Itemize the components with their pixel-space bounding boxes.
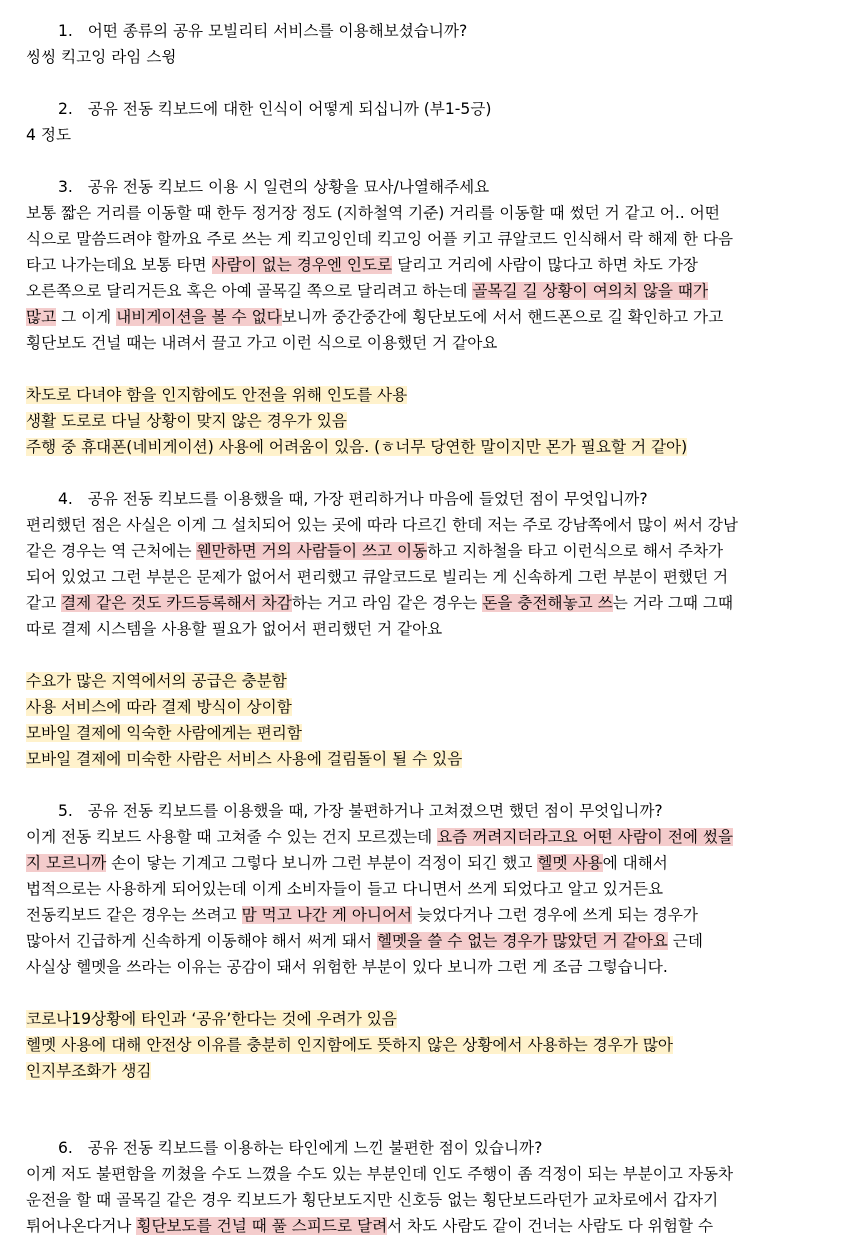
highlight-yellow: 모바일 결제에 익숙한 사람에게는 편리함 (26, 724, 302, 742)
answer-6-line-1: 이게 저도 불편함을 끼쳤을 수도 느꼈을 수도 있는 부분인데 인도 주행이 좀 걱정이 되는 부분이고 자동차 (26, 1165, 734, 1183)
text: 에 대해서 (602, 854, 668, 872)
insight-5-3 (26, 1059, 151, 1083)
text: 근데 (667, 932, 703, 950)
question-6: 6. 공유 전동 킥보드를 이용하는 타인에게 느낀 불편한 점이 있습니까? (58, 1139, 543, 1157)
text: 오른쪽으로 달리거든요 혹은 아예 골목길 쪽으로 달리려고 하는데 (26, 282, 473, 300)
insight-3-1 (26, 383, 407, 407)
answer-3-line-6: 횡단보도 건널 때는 내려서 끌고 가고 이런 식으로 이용했던 거 같아요 (26, 334, 498, 352)
answer-3-line-2: 식으로 말씀드려야 할까요 주로 쓰는 게 킥고잉인데 킥고잉 어플 키고 큐알코드 인식해서 락 해제 한 다음 (26, 230, 734, 248)
highlight-yellow: 인지부조화가 생김 (26, 1062, 152, 1080)
text: 서 차도 사람도 같이 건너는 사람도 다 위험할 수 (387, 1217, 714, 1235)
text: 달리고 거리에 사람이 많다고 하면 차도 가장 (392, 256, 698, 274)
text: 는 거라 그때 그때 (612, 594, 734, 612)
highlight-pink: 사람이 없는 경우엔 인도로 (211, 256, 393, 274)
answer-6-line-3 (26, 1214, 713, 1238)
highlight-yellow: 차도로 다녀야 함을 인지함에도 안전을 위해 인도를 사용 (26, 386, 408, 404)
highlight-pink: 내비게이션을 볼 수 없다 (116, 308, 282, 326)
highlight-yellow: 생활 도로로 다닐 상황이 맞지 않은 경우가 있음 (26, 412, 347, 430)
answer-3-line-4 (26, 279, 708, 303)
text: 같고 (26, 594, 62, 612)
highlight-pink: 헬멧을 쓸 수 없는 경우가 많았던 거 같아요 (377, 932, 668, 950)
insight-5-1 (26, 1007, 397, 1031)
answer-2: 4 정도 (26, 126, 72, 144)
insight-4-3 (26, 721, 302, 745)
answer-5-line-5 (26, 929, 703, 953)
highlight-yellow: 수요가 많은 지역에서의 공급은 충분함 (26, 672, 287, 690)
answer-3-line-5 (26, 305, 723, 329)
highlight-pink: 돈을 충전해놓고 쓰 (482, 594, 613, 612)
text: 손이 닿는 기계고 그렇다 보니까 그런 부분이 걱정이 되긴 했고 (106, 854, 538, 872)
text: 튀어나온다거나 (26, 1217, 137, 1235)
question-3: 3. 공유 전동 킥보드 이용 시 일련의 상황을 묘사/나열해주세요 (58, 178, 490, 196)
insight-4-1 (26, 669, 287, 693)
highlight-pink: 웬만하면 거의 사람들이 쓰고 이동 (196, 542, 428, 560)
question-2: 2. 공유 전동 킥보드에 대한 인식이 어떻게 되십니까 (부1-5긍) (58, 100, 492, 118)
text: 많아서 긴급하게 신속하게 이동해야 해서 써게 돼서 (26, 932, 378, 950)
highlight-yellow: 사용 서비스에 따라 결제 방식이 상이함 (26, 698, 292, 716)
text: 같은 경우는 역 근처에는 (26, 542, 197, 560)
insight-3-2 (26, 409, 347, 433)
answer-4-line-4 (26, 591, 733, 615)
highlight-pink: 지 모르니까 (26, 854, 107, 872)
highlight-pink: 맘 먹고 나간 게 아니어서 (241, 906, 413, 924)
answer-5-line-2 (26, 851, 668, 875)
answer-1: 씽씽 킥고잉 라임 스윙 (26, 48, 177, 66)
answer-3-line-3 (26, 253, 698, 277)
highlight-yellow: 헬멧 사용에 대해 안전상 이유를 충분히 인지함에도 뜻하지 않은 상황에서 사용하는 경우가 많아 (26, 1036, 673, 1054)
highlight-pink: 많고 (26, 308, 57, 326)
answer-4-line-3: 되어 있었고 그런 부분은 문제가 없어서 편리했고 큐알코드로 빌리는 게 신속하게 그런 부분이 편했던 거 (26, 568, 729, 586)
highlight-pink: 헬멧 사용 (537, 854, 603, 872)
answer-6-line-2: 운전을 할 때 골목길 같은 경우 킥보드가 횡단보도지만 신호등 없는 횡단보드라던가 교차로에서 갑자기 (26, 1191, 719, 1209)
answer-4-line-2 (26, 539, 723, 563)
answer-5-line-1 (26, 825, 733, 849)
question-1: 1. 어떤 종류의 공유 모빌리티 서비스를 이용해보셨습니까? (58, 22, 468, 40)
insight-3-3 (26, 435, 687, 459)
text: 보니까 중간중간에 횡단보도에 서서 핸드폰으로 길 확인하고 가고 (281, 308, 724, 326)
answer-5-line-6: 사실상 헬멧을 쓰라는 이유는 공감이 돼서 위험한 부분이 있다 보니까 그런 게 조금 그렇습니다. (26, 958, 668, 976)
highlight-yellow: 코로나19상황에 타인과 ‘공유’한다는 것에 우려가 있음 (26, 1010, 397, 1028)
text: 이게 전동 킥보드 사용할 때 고쳐줄 수 있는 건지 모르겠는데 (26, 828, 438, 846)
question-4: 4. 공유 전동 킥보드를 이용했을 때, 가장 편리하거나 마음에 들었던 점이 무엇입니까? (58, 490, 648, 508)
text: 전동킥보드 같은 경우는 쓰려고 (26, 906, 242, 924)
text: 하고 지하철을 타고 이런식으로 해서 주차가 (427, 542, 724, 560)
highlight-pink: 결제 같은 것도 카드등록해서 차감 (61, 594, 292, 612)
answer-3-line-1: 보통 짧은 거리를 이동할 때 한두 정거장 정도 (지하철역 기준) 거리를 이동할 때 썼던 거 같고 어.. 어떤 (26, 204, 720, 222)
question-5: 5. 공유 전동 킥보드를 이용했을 때, 가장 불편하거나 고쳐졌으면 했던 점이 무엇입니까? (58, 802, 663, 820)
answer-4-line-5: 따로 결제 시스템을 사용할 필요가 없어서 편리했던 거 같아요 (26, 620, 443, 638)
text: 늦었다거나 그런 경우에 쓰게 되는 경우가 (412, 906, 698, 924)
highlight-yellow: 주행 중 휴대폰(네비게이션) 사용에 어려움이 있음. (ㅎ너무 당연한 말이지만 몬가 필요할 거 같아) (26, 438, 688, 456)
insight-4-2 (26, 695, 292, 719)
text: 하는 거고 라임 같은 경우는 (291, 594, 483, 612)
text: 그 이게 (56, 308, 117, 326)
highlight-yellow: 모바일 결제에 미숙한 사람은 서비스 사용에 걸림돌이 될 수 있음 (26, 750, 463, 768)
highlight-pink: 횡단보도를 건널 때 풀 스피드로 달려 (136, 1217, 388, 1235)
highlight-pink: 골목길 길 상황이 여의치 않을 때가 (472, 282, 709, 300)
highlight-pink: 요즘 꺼려지더라고요 어떤 사람이 전에 썼을 (437, 828, 734, 846)
answer-5-line-3: 법적으로는 사용하게 되어있는데 이게 소비자들이 들고 다니면서 쓰게 되었다고 알고 있거든요 (26, 880, 664, 898)
insight-4-4 (26, 747, 462, 771)
insight-5-2 (26, 1033, 673, 1057)
answer-4-line-1: 편리했던 점은 사실은 이게 그 설치되어 있는 곳에 따라 다르긴 한데 저는 주로 강남쪽에서 많이 써서 강남 (26, 516, 738, 534)
text: 타고 나가는데요 보통 타면 (26, 256, 212, 274)
answer-5-line-4 (26, 903, 698, 927)
